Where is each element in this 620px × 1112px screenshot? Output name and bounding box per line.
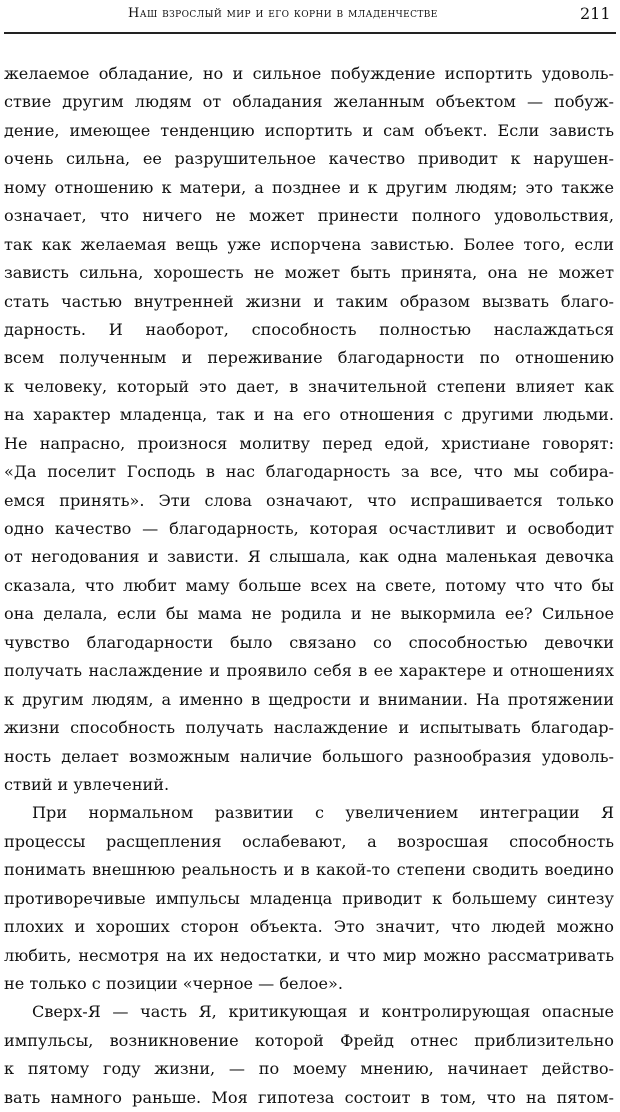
text-column xyxy=(4,60,614,1112)
text-line: вать намного раньше. Моя гипотеза состоит в том, что на пятом- xyxy=(4,1087,614,1107)
text-line: означает, что ничего не может принести полного удовольствия, xyxy=(4,206,614,226)
text-line: к пятому году жизни, — по моему мнению, начинает действо- xyxy=(4,1059,614,1079)
text-line: очень сильна, ее разрушительное качество приводит к нарушен- xyxy=(4,149,614,169)
text-line: сказала, что любит маму больше всех на свете, потому что что бы xyxy=(4,575,614,595)
text-line: дение, имеющее тенденцию испортить и сам объект. Если зависть xyxy=(4,120,614,140)
text-line: ствие другим людям от обладания желанным объектом — побуж- xyxy=(4,92,614,112)
text-line: емся принять». Эти слова означают, что испрашивается только xyxy=(4,490,614,510)
text-line: ному отношению к матери, а позднее и к другим людям; это также xyxy=(4,177,614,197)
text-line: к человеку, который это дает, в значительной степени влияет как xyxy=(4,376,614,396)
text-line: она делала, если бы мама не родила и не выкормила ее? Сильное xyxy=(4,604,614,624)
page-number: 211 xyxy=(580,4,611,23)
paragraph xyxy=(4,60,614,799)
text-line: При нормальном развитии с увеличением интеграции Я xyxy=(32,803,614,823)
text-line: не только с позиции «черное — белое». xyxy=(4,974,343,993)
text-line: к другим людям, а именно в щедрости и внимании. На протяжении xyxy=(4,689,614,709)
text-line: Не напрасно, произнося молитву перед едой, христиане говорят: xyxy=(4,433,614,453)
text-line: любить, несмотря на их недостатки, и что мир можно рассматривать xyxy=(4,945,614,965)
running-title: Наш взрослый мир и его корни в младенчестве xyxy=(128,6,438,21)
text-line: от негодования и зависти. Я слышала, как одна маленькая девочка xyxy=(4,547,614,567)
paragraph xyxy=(4,799,614,998)
text-line: так как желаемая вещь уже испорчена завистью. Более того, если xyxy=(4,234,614,254)
text-line: Сверх-Я — часть Я, критикующая и контролирующая опасные xyxy=(32,1002,614,1022)
text-line: стать частью внутренней жизни и таким образом вызвать благо- xyxy=(4,291,614,311)
text-line: одно качество — благодарность, которая осчастливит и освободит xyxy=(4,519,614,538)
text-line: получать наслаждение и проявило себя в ее характере и отношениях xyxy=(4,661,614,681)
text-line: ность делает возможным наличие большого разнообразия удоволь- xyxy=(4,746,614,766)
text-line: противоречивые импульсы младенца приводит к большему синтезу xyxy=(4,888,614,908)
running-head xyxy=(0,0,620,30)
text-line: импульсы, возникновение которой Фрейд отнес приблизительно xyxy=(4,1030,614,1050)
text-line: дарность. И наоборот, способность полностью наслаждаться xyxy=(4,319,614,339)
text-line: ствий и увлечений. xyxy=(4,774,170,794)
text-line: желаемое обладание, но и сильное побуждение испортить удоволь- xyxy=(4,64,614,83)
text-line: всем полученным и переживание благодарности по отношению xyxy=(4,348,614,368)
text-line: «Да поселит Господь в нас благодарность за все, что мы собира- xyxy=(4,462,614,482)
paragraph xyxy=(4,998,614,1112)
text-line: чувство благодарности было связано со способностью девочки xyxy=(4,632,614,652)
text-line: на характер младенца, так и на его отношения с другими людьми. xyxy=(4,405,614,425)
text-line: понимать внешнюю реальность и в какой-то степени сводить воедино xyxy=(4,860,614,880)
text-line: жизни способность получать наслаждение и испытывать благодар- xyxy=(4,718,614,738)
header-rule xyxy=(4,32,616,34)
text-line: зависть сильна, хорошесть не может быть принята, она не может xyxy=(4,263,614,283)
text-line: процессы расщепления ослабевают, а возросшая способность xyxy=(4,831,614,851)
text-line: плохих и хороших сторон объекта. Это значит, что людей можно xyxy=(4,917,614,937)
